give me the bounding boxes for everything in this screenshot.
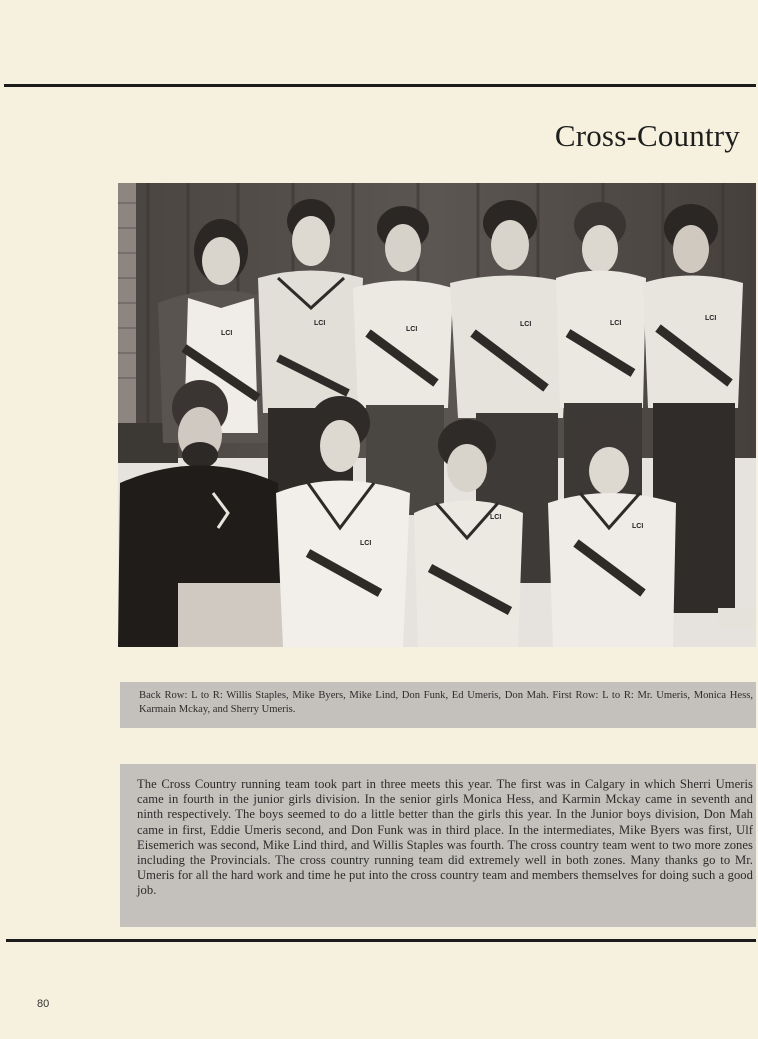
jersey-label: LCI [314, 320, 326, 327]
jersey-label: LCI [632, 523, 644, 530]
jersey-label: LCI [490, 514, 502, 521]
photo-caption: Back Row: L to R: Willis Staples, Mike Byers, Mike Lind, Don Funk, Ed Umeris, Don Mah. First Row: L to R: Mr. Umeris, Monica Hess, Karmain Mckay, and Sherry Umeris. [120, 682, 756, 728]
jersey-label: LCI [610, 320, 622, 327]
page-number: 80 [37, 998, 50, 1010]
jersey-label: LCI [406, 326, 418, 333]
jersey-label: LCI [705, 315, 717, 322]
team-photo [118, 183, 756, 647]
jersey-label: LCI [221, 330, 233, 337]
top-rule [4, 84, 756, 87]
article-body: The Cross Country running team took part in three meets this year. The first was in Calgary in which Sherri Umeris came in fourth in the junior girls division. In the senior girls Monica Hess, and Karmin Mckay came in seventh and ninth respectively. The boys seemed to do a little better than the girls this year. In the Junior boys division, Don Mah came in first, Eddie Umeris second, and Don Funk was in third place. In the intermediates, Mike Byers was first, Ulf Eisemerich was second, Mike Lind third, and Willis Staples was fourth. The cross country team went to two more zones including the Provincials. The cross country running team did extremely well in both zones. Many thanks go to Mr. Umeris for all the hard work and time he put into the cross country team and members themselves for doing such a good job. [120, 764, 756, 927]
jersey-label: LCI [520, 321, 532, 328]
jersey-label: LCI [360, 540, 372, 547]
bottom-rule [6, 939, 756, 942]
page-title: Cross-Country [554, 118, 740, 153]
